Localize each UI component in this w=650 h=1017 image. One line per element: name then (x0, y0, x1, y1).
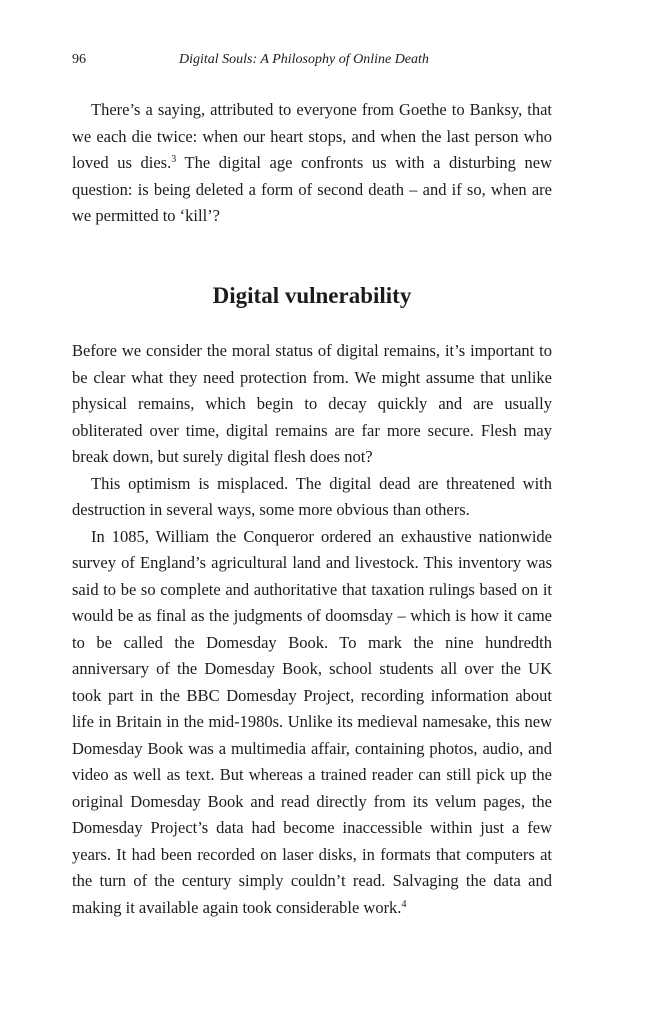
section-paragraph-3 (72, 524, 552, 922)
footnote-marker: 4 (401, 898, 407, 910)
footnote-marker: 3 (171, 154, 177, 165)
intro-paragraph (72, 97, 552, 230)
section-paragraph-1: Before we consider the moral status of digital remains, it’s important to be clear what they need protection from. We might assume that unlike physical remains, which begin to decay quickly and are usually obliterated over time, digital remains are far more secure. Flesh may break down, but surely digital flesh does not? (72, 341, 552, 466)
section-paragraph-3-text: In 1085, William the Conqueror ordered an exhaustive nationwide survey of England’s agricultural land and livestock. This inventory was said to be so complete and authoritative that taxation rulings based on it would be as final as the judgments of doomsday – which is how it came to be called the Domesday Book. To mark the nine hundredth anniversary of the Domesday Book, school students all over the UK took part in the BBC Domesday Project, recording information about life in Britain in the mid-1980s. Unlike its medieval namesake, this new Domesday Book was a multimedia affair, containing photos, audio, and video as well as text. But whereas a trained reader can still pick up the original Domesday Book and read directly from its velum pages, the Domesday Project’s data had become inaccessible within just a few years. It had been recorded on laser disks, in formats that computers at the turn of the century simply couldn’t read. Salvaging the data and making it available again took considerable work. (72, 526, 552, 917)
intro-text-block (72, 97, 552, 230)
section-text-block (72, 338, 552, 921)
page-number: 96 (72, 52, 86, 67)
section-heading: Digital vulnerability (212, 283, 412, 308)
intro-paragraph-continuation: The digital age confronts us with a disturbing new question: is being deleted a form of second death – and if so, when are we permitted to ‘kill’? (72, 153, 552, 225)
running-head (72, 52, 552, 72)
intro-paragraph-text: There’s a saying, attributed to everyone from Goethe to Banksy, that we each die twice: when our heart stops, and when the last person who loved us dies. (72, 100, 552, 172)
running-head-book-title: Digital Souls: A Philosophy of Online Death (179, 52, 429, 67)
section-paragraph-2: This optimism is misplaced. The digital dead are threatened with destruction in several ways, some more obvious than others. (72, 473, 552, 519)
